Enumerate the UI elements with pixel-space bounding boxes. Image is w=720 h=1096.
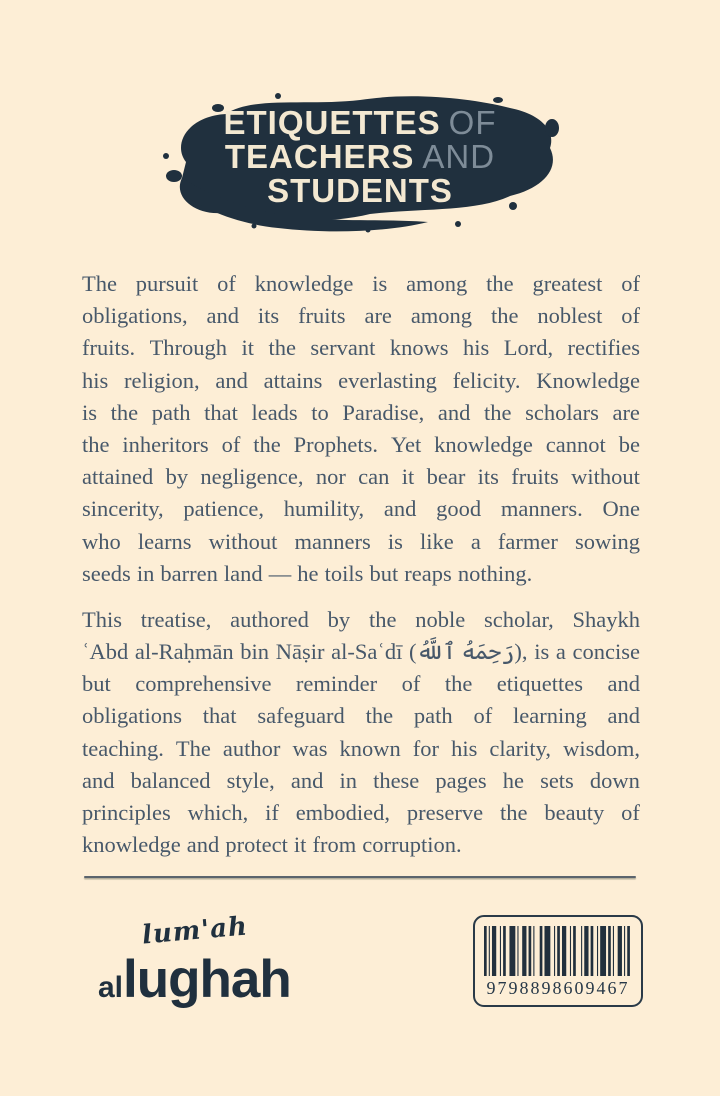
body-line: who learns without manners is like a farmer sowing	[82, 528, 640, 554]
title-word-teachers: TEACHERS	[224, 138, 415, 175]
body-line: teaching. The author was known for his clarity, wisdom,	[82, 735, 640, 761]
title-line-2	[225, 140, 495, 174]
body-line: his religion, and attains everlasting felicity. Knowledge	[82, 367, 640, 393]
publisher-logo	[98, 911, 338, 1014]
book-title	[158, 106, 562, 208]
body-line: the inheritors of the Prophets. Yet knowledge cannot be	[82, 431, 640, 457]
body-line: seeds in barren land — he toils but reaps nothing.	[82, 560, 533, 586]
body-line: attained by negligence, nor can it bear its fruits without	[82, 464, 640, 490]
isbn-number: 9798898609467	[486, 978, 630, 998]
body-line: fruits. Through it the servant knows his Lord, rectifies	[82, 335, 640, 361]
title-line-1	[223, 106, 496, 140]
publisher-wordmark-lughah: lughah	[123, 950, 291, 1009]
body-line: ʿAbd al-Raḥmān bin Nāṣir al-Saʿdī (رَحِمَهُ ٱللَّهُ), is a concise	[82, 639, 640, 665]
body-line: and balanced style, and in these pages he sets down	[82, 767, 640, 793]
body-line: This treatise, authored by the noble scholar, Shaykh	[82, 606, 640, 632]
body-line: obligations that safeguard the path of learning and	[82, 703, 640, 729]
title-word-and: AND	[422, 138, 496, 175]
barcode-bars	[484, 926, 632, 976]
publisher-script-wordmark: lum'ah	[140, 911, 250, 951]
body-line: sincerity, patience, humility, and good manners. One	[82, 496, 640, 522]
paragraph	[82, 607, 640, 865]
publisher-wordmark-al: al	[98, 971, 124, 1004]
description-paragraphs	[82, 271, 640, 864]
title-line-3	[267, 174, 453, 208]
title-word-of: OF	[448, 104, 497, 141]
publisher-wordmark	[98, 949, 291, 1010]
title-word-etiquettes: ETIQUETTES	[223, 104, 441, 141]
body-line: obligations, and its fruits are among the noblest of	[82, 303, 640, 329]
title-word-students: STUDENTS	[267, 172, 453, 209]
body-line: but comprehensive reminder of the etiquettes and	[82, 671, 640, 697]
body-line: The pursuit of knowledge is among the greatest of	[82, 271, 640, 296]
divider-rule	[84, 876, 636, 878]
title-banner	[158, 84, 562, 242]
barcode	[473, 915, 643, 1007]
body-line: principles which, if embodied, preserve the beauty of	[82, 800, 640, 825]
body-line: knowledge and protect it from corruption.	[82, 832, 462, 858]
body-line: is the path that leads to Paradise, and the scholars are	[82, 399, 640, 425]
paragraph	[82, 271, 640, 593]
